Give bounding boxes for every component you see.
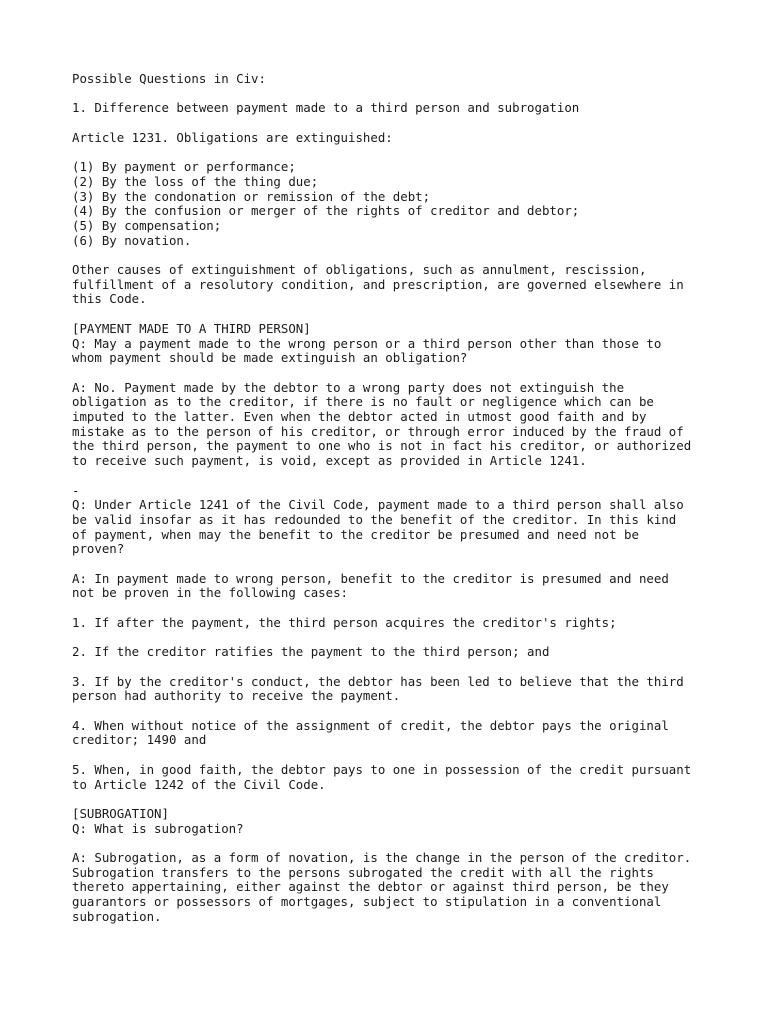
text-line: creditor; 1490 and [72, 732, 207, 748]
text-line: 3. If by the creditor's conduct, the debtor has been led to believe that the third [72, 673, 684, 689]
text-line: A: In payment made to wrong person, benefit to the creditor is presumed and need [72, 570, 669, 586]
section-header-payment: [PAYMENT MADE TO A THIRD PERSON] [72, 320, 311, 336]
list-item: (3) By the condonation or remission of the debt; [72, 188, 431, 204]
text-line: A: No. Payment made by the debtor to a wrong party does not extinguish the [72, 379, 625, 395]
case-item-1: 1. If after the payment, the third person acquires the creditor's rights; [72, 614, 617, 630]
text-line: not be proven in the following cases: [72, 585, 349, 601]
section-header-subrogation: [SUBROGATION] [72, 805, 169, 821]
case-item-3 [72, 675, 712, 704]
text-line: Other causes of extinguishment of obligations, such as annulment, rescission, [72, 262, 647, 278]
article-list [72, 160, 712, 248]
text-line: the third person, the payment to one who is not in fact his creditor, or authorized [72, 438, 692, 454]
case-item-2: 2. If the creditor ratifies the payment to the third person; and [72, 644, 550, 660]
text-line: person had authority to receive the payment. [72, 688, 401, 704]
list-item: (1) By payment or performance; [72, 159, 296, 175]
text-line: of payment, when may the benefit to the creditor be presumed and need not be [72, 526, 639, 542]
text-line: mistake as to the person of his creditor, or through error induced by the fraud of [72, 423, 684, 439]
text-line: to receive such payment, is void, except as provided in Article 1241. [72, 453, 587, 469]
question-3: Q: What is subrogation? [72, 820, 244, 836]
text-line: this Code. [72, 291, 147, 307]
case-item-4 [72, 719, 712, 748]
article-title: Article 1231. Obligations are extinguished: [72, 129, 393, 145]
answer-2 [72, 572, 712, 601]
text-line: fulfillment of a resolutory condition, and prescription, are governed elsewhere in [72, 276, 684, 292]
answer-3 [72, 851, 712, 925]
list-item: (4) By the confusion or merger of the rights of creditor and debtor; [72, 203, 580, 219]
list-item: (2) By the loss of the thing due; [72, 173, 319, 189]
text-line: Q: May a payment made to the wrong person or a third person other than those to [72, 335, 662, 351]
list-item: (6) By novation. [72, 232, 192, 248]
case-item-5 [72, 763, 712, 792]
text-line: thereto appertaining, either against the debtor or against third person, be they [72, 879, 669, 895]
text-line: proven? [72, 541, 125, 557]
text-line: to Article 1242 of the Civil Code. [72, 776, 326, 792]
question-2 [72, 498, 712, 557]
text-line: Q: Under Article 1241 of the Civil Code, payment made to a third person shall also [72, 497, 684, 513]
text-line: be valid insofar as it has redounded to the benefit of the creditor. In this kind [72, 511, 677, 527]
answer-1 [72, 381, 712, 469]
text-line: subrogation. [72, 908, 162, 924]
text-line: obligation as to the creditor, if there is no fault or negligence which can be [72, 394, 654, 410]
document-page [72, 72, 712, 925]
separator-dash: - [72, 482, 80, 498]
question-title: 1. Difference between payment made to a third person and subrogation [72, 100, 580, 116]
text-line: whom payment should be made extinguish an obligation? [72, 350, 468, 366]
list-item: (5) By compensation; [72, 217, 222, 233]
text-line: A: Subrogation, as a form of novation, is the change in the person of the creditor. [72, 850, 692, 866]
document-heading: Possible Questions in Civ: [72, 71, 266, 86]
text-line: guarantors or possessors of mortgages, subject to stipulation in a conventional [72, 894, 662, 910]
text-line: Subrogation transfers to the persons subrogated the credit with all the rights [72, 864, 654, 880]
text-line: imputed to the latter. Even when the debtor acted in utmost good faith and by [72, 409, 647, 425]
other-causes-paragraph [72, 263, 712, 307]
text-line: 4. When without notice of the assignment of credit, the debtor pays the original [72, 717, 669, 733]
question-1 [72, 337, 712, 366]
text-line: 5. When, in good faith, the debtor pays to one in possession of the credit pursuant [72, 761, 692, 777]
